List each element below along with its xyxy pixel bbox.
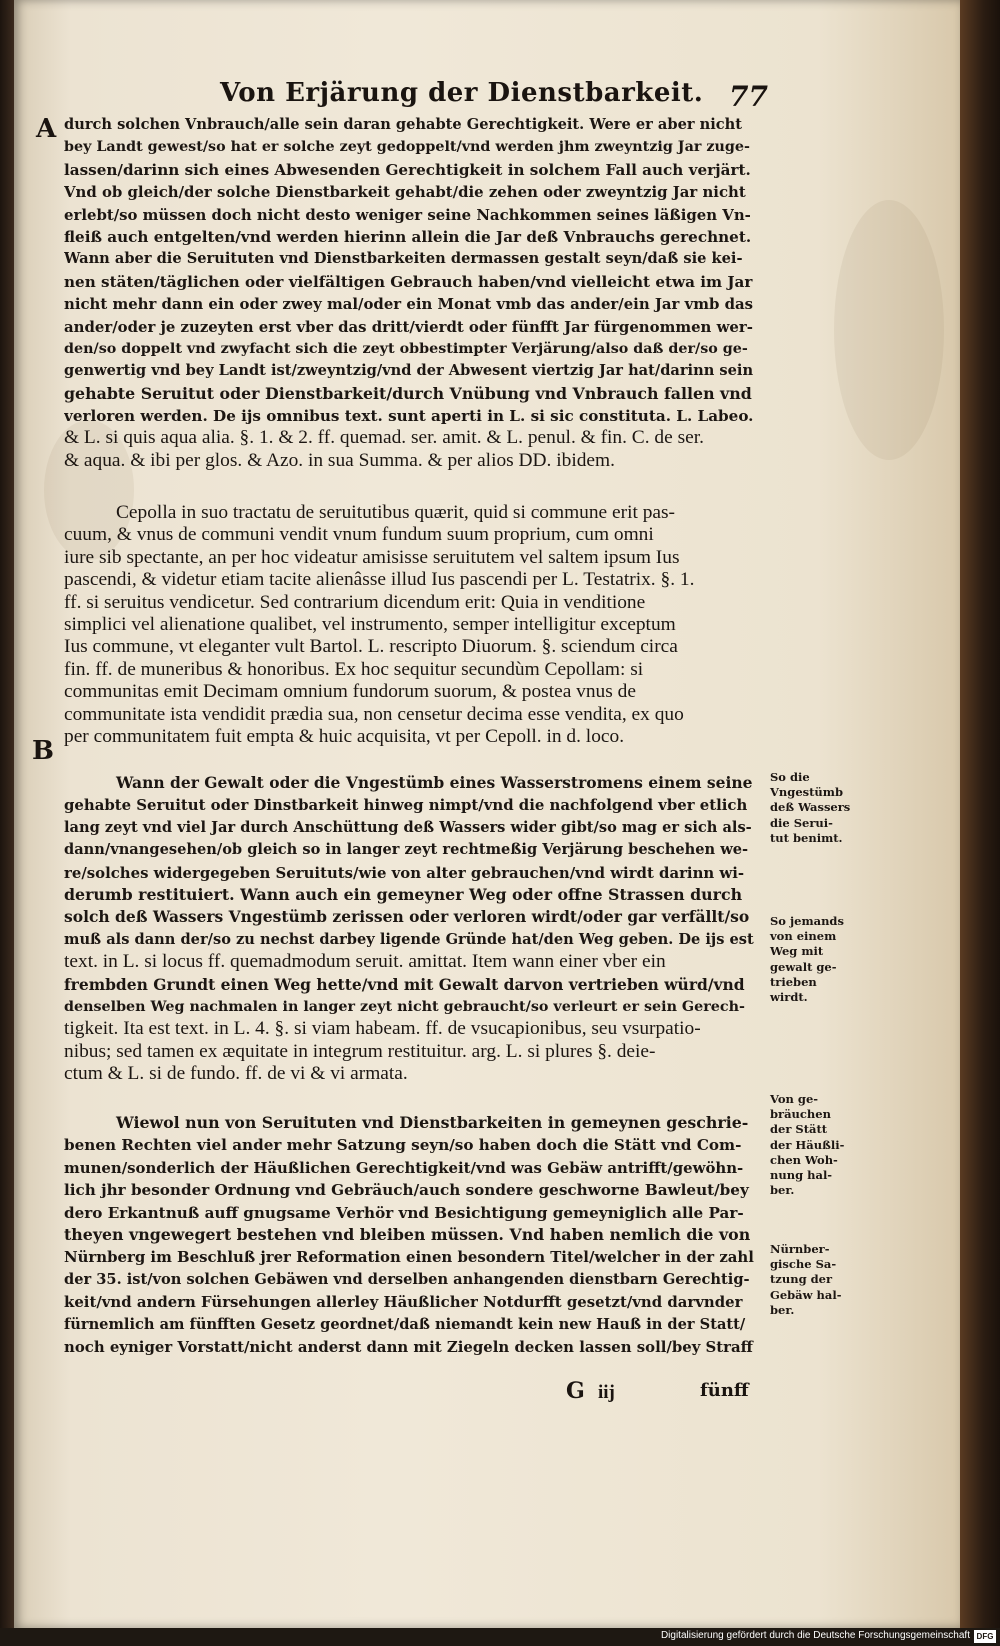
margin-note-line: gische Sa- [770,1257,837,1272]
text-line: nicht mehr dann ein oder zwey mal/oder ein Monat vmb das ander/ein Jar vmb das [64,295,754,314]
text-line: pascendi, & videtur etiam tacite alienâsse illud Ius pascendi per L. Testatrix. §. 1. [64,569,695,591]
margin-note-line: wirdt. [770,989,808,1004]
text-line: bey Landt gewest/so hat er solche zeyt gedoppelt/vnd werden jhm zweyntzig Jar zuge- [64,139,750,156]
margin-note-nuernberg [770,1242,850,1318]
margin-note-line: gewalt ge- [770,959,837,974]
margin-note-line: nung hal- [770,1167,833,1182]
text-line: simplici vel alienatione qualibet, vel instrumento, semper intelligitur exceptum [64,613,676,635]
margin-note-line: die Serui- [770,815,833,830]
text-line: dero Erkantnuß auff gnugsame Verhör vnd Besichtigung gemeyniglich alle Par- [64,1203,744,1222]
catchword: fünff [700,1380,749,1401]
signature-letter: G [566,1378,585,1404]
text-line: munen/sonderlich der Häußlichen Gerechtigkeit/vnd was Gebäw antrifft/gewöhn- [64,1158,744,1177]
text-line: verloren werden. De ijs omnibus text. sunt aperti in L. si sic constituta. L. Labeo. [64,407,754,426]
margin-note-line: chen Woh- [770,1152,838,1167]
text-line: derumb restituiert. Wann auch ein gemeyner Weg oder offne Strassen durch [64,884,743,904]
paragraph-wasserstrom [64,772,754,1085]
text-line: Wann der Gewalt oder die Vngestümb eines Wasserstromens einem seine [116,773,753,792]
text-line: fürnemlich am fünfften Gesetz geordnet/daß niemandt kein new Hauß in der Statt/ [64,1315,746,1333]
margin-note-line: So die [770,770,810,784]
margin-note-line: Gebäw hal- [770,1287,842,1302]
text-line: communitate ista vendidit prædia sua, non censetur decima esse vendita, ex quo [64,703,684,725]
text-line: den/so doppelt vnd zwyfacht sich die zeyt obbestimpter Verjärung/also daß der/so ge- [64,340,748,357]
text-line: fleiß auch entgelten/vnd werden hierinn allein die Jar deß Vnbrauchs gerechnet. [64,227,752,246]
margin-note-line: Vngestümb [770,785,843,800]
text-line: Wann aber die Seruituten vnd Dienstbarkeiten dermassen gestalt seyn/daß sie kei- [64,250,743,268]
book-edge-right [960,0,1000,1646]
text-line: noch eyniger Vorstatt/nicht anderst dann mit Ziegeln decken lassen soll/bey Straff [64,1337,753,1356]
margin-note-line: der Häußli- [770,1137,845,1152]
text-line: gehabte Seruitut oder Dinstbarkeit hinweg nimpt/vnd die nachfolgend vber etlich [64,796,748,815]
text-line: ff. si seruitus vendicetur. Sed contrarium dicendum erit: Quia in venditione [64,591,646,613]
text-line: ctum & L. si de fundo. ff. de vi & vi armata. [64,1063,408,1085]
text-line: der 35. ist/von solchen Gebäwen vnd derselben anhangenden dienstbarn Gerechtig- [64,1270,750,1288]
text-line: Vnd ob gleich/der solche Dienstbarkeit gehabt/die zehen oder zweyntzig Jar nicht [64,183,746,202]
text-line: Nürnberg im Beschluß jrer Reformation einen besondern Titel/welcher in der zahl [64,1248,754,1267]
margin-note-line: deß Wassers [770,800,851,815]
text-line: Wiewol nun von Seruituten vnd Dienstbarkeiten in gemeynen geschrie- [116,1113,749,1132]
text-line: cuum, & vnus de communi vendit vnum fundum suum proprium, cum omni [64,524,654,546]
text-line: fin. ff. de muneribus & honoribus. Ex hoc sequitur secundùm Cepollam: si [64,658,644,680]
text-line: nen stäten/täglichen oder vielfältigen Gebrauch haben/vnd vielleicht etwa im Jar [64,272,753,291]
margin-letter-a: A [36,114,57,144]
margin-note-line: ber. [770,1183,795,1198]
text-line: frembden Grundt einen Weg hette/vnd mit Gewalt darvon vertrieben würd/vnd [64,974,745,994]
text-line: tigkeit. Ita est text. in L. 4. §. si viam habeam. ff. de vsucapionibus, seu vsurpatio- [64,1018,701,1040]
margin-note-line: tut benimt. [770,830,843,845]
paragraph-nuernberg [64,1112,754,1358]
text-line: ander/oder je zuzeyten erst vber das dritt/vierdt oder fünfft Jar fürgenommen wer- [64,317,753,336]
paragraph-verjaerung [64,114,754,472]
margin-note-line: von einem [770,929,837,944]
text-line: denselben Weg nachmalen in langer zeyt nicht gebraucht/so verleurt er sein Gerech- [64,998,745,1015]
text-line: iure sib spectante, an per hoc videatur amisisse seruitutem vel saltem ipsum Ius [64,546,680,568]
text-line: dann/vnangesehen/ob gleich so in langer zeyt rechtmeßig Verjärung beschehen we- [64,841,749,859]
margin-note-gebraeuche [770,1092,850,1198]
text-line: communitas emit Decimam omnium fundorum suorum, & postea vnus de [64,681,636,703]
text-line: re/solches widergegeben Seruituts/wie von alter gebrauchen/vnd wirdt darinn wi- [64,863,745,882]
margin-note-line: Weg mit [770,944,824,959]
signature-number: iij [598,1382,615,1403]
margin-note-line: bräuchen [770,1107,831,1122]
text-line: erlebt/so müssen doch nicht desto weniger seine Nachkommen seines läßigen Vn- [64,205,751,224]
paragraph-cepolla [64,502,754,748]
margin-note-line: der Stätt [770,1122,828,1137]
text-line: keit/vnd andern Fürsehungen allerley Häußlicher Notdurfft gesetzt/vnd darvnder [64,1293,743,1312]
margin-note-wasser [770,770,850,846]
book-spine-left [0,0,14,1646]
margin-note-line: ber. [770,1302,795,1317]
text-line: nibus; sed tamen ex æquitate in integrum restituitur. arg. L. si plures §. deie- [64,1040,656,1062]
margin-note-line: tzung der [770,1272,833,1287]
text-line: lich jhr besonder Ordnung vnd Gebräuch/auch sondere geschworne Bawleut/bey [64,1181,749,1200]
margin-letter-b: B [32,736,54,766]
text-line: & aqua. & ibi per glos. & Azo. in sua Summa. & per alios DD. ibidem. [64,449,615,471]
text-line: per communitatem fuit empta & huic acquisita, vt per Cepoll. in d. loco. [64,725,625,747]
running-title: Von Erjärung der Dienstbarkeit. [220,78,704,108]
margin-note-line: trieben [770,974,817,989]
dfg-logo: DFG [974,1630,996,1643]
margin-note-line: So jemands [770,914,844,928]
page-number: 77 [729,80,768,113]
text-line: text. in L. si locus ff. quemadmodum seruit. amittat. Item wann einer vber ein [64,951,666,973]
margin-note-line: Nürnber- [770,1242,830,1256]
text-line: genwertig vnd bey Landt ist/zweyntzig/vnd der Abwesent viertzig Jar hat/darinn sein [64,362,754,380]
text-line: theyen vngewegert bestehen vnd bleiben müssen. Vnd haben nemlich die von [64,1224,751,1244]
text-line: durch solchen Vnbrauch/alle sein daran gehabte Gerechtigkeit. Were er aber nicht [64,116,743,133]
text-line: Ius commune, vt eleganter vult Bartol. L. rescripto Diuorum. §. sciendum circa [64,636,678,658]
text-line: solch deß Wassers Vngestümb zerissen oder verloren wirdt/oder gar verfällt/so [64,907,750,927]
margin-note-line: Von ge- [770,1092,819,1106]
text-line: muß als dann der/so zu nechst darbey ligende Gründe hat/den Weg geben. De ijs est [64,930,754,948]
text-line: Cepolla in suo tractatu de seruitutibus quærit, quid si commune erit pas- [116,502,675,523]
paper-stain [834,200,944,460]
text-line: lassen/darinn sich eines Abwesenden Gerechtigkeit in solchem Fall auch verjärt. [64,160,751,179]
text-line: & L. si quis aqua alia. §. 1. & 2. ff. quemad. ser. amit. & L. penul. & fin. C. de ser. [64,427,704,449]
text-line: gehabte Seruitut oder Dienstbarkeit/durch Vnübung vnd Vnbrauch fallen vnd [64,383,752,403]
text-line: benen Rechten viel ander mehr Satzung seyn/so haben doch die Stätt vnd Com- [64,1136,742,1155]
margin-note-weg [770,914,850,1005]
text-line: lang zeyt vnd viel Jar durch Anschüttung deß Wassers wider gibt/so mag er sich als- [64,818,752,836]
footer-credit: Digitalisierung gefördert durch die Deutsche Forschungsgemeinschaft [660,1630,970,1641]
